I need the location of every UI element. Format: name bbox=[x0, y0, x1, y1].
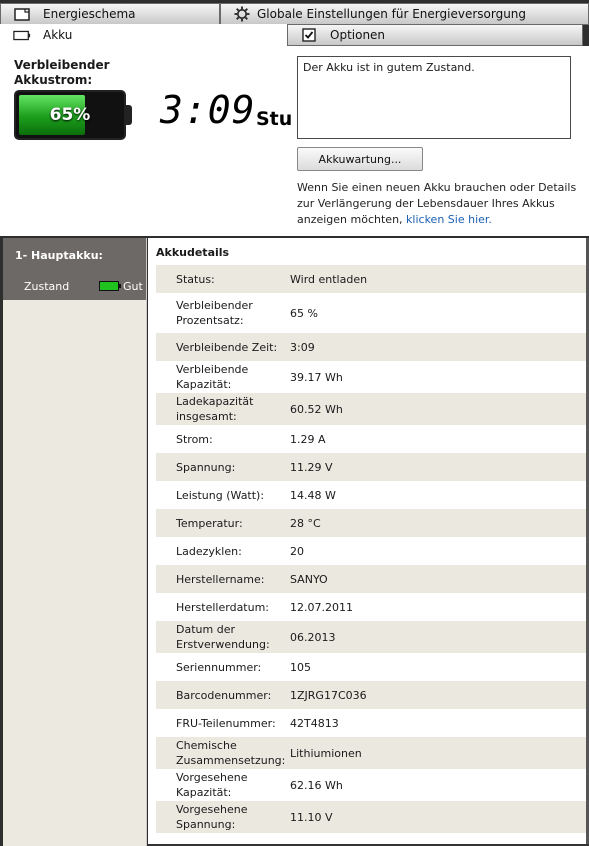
remaining-label: Verbleibender Akkustrom: bbox=[14, 58, 110, 87]
checkbox-icon bbox=[300, 28, 318, 42]
details-row-key: Chemische Zusammensetzung: bbox=[156, 737, 290, 769]
tab-global-settings[interactable] bbox=[220, 3, 589, 25]
tab-energieschema-label: Energieschema bbox=[43, 7, 136, 21]
sidebar-battery-title[interactable]: 1- Hauptakku: bbox=[3, 238, 146, 272]
battery-gauge-tip bbox=[125, 105, 132, 125]
gear-icon bbox=[233, 7, 251, 21]
status-message-box: Der Akku ist in gutem Zustand. bbox=[297, 56, 571, 139]
remaining-time-unit: Stu bbox=[256, 108, 293, 130]
details-row bbox=[156, 481, 586, 509]
details-row-key: Spannung: bbox=[156, 453, 290, 481]
details-row-key: Strom: bbox=[176, 432, 213, 446]
details-row-value: 11.29 V bbox=[290, 453, 586, 481]
details-row-key: Status: bbox=[156, 265, 290, 293]
details-row-value: 105 bbox=[290, 660, 311, 674]
battery-overview-panel bbox=[0, 46, 589, 236]
details-row-value: 39.17 Wh bbox=[290, 370, 343, 384]
details-row-value: 12.07.2011 bbox=[290, 600, 353, 614]
sub-tab-row bbox=[0, 24, 589, 46]
details-row-value: 3:09 bbox=[290, 333, 586, 361]
details-table bbox=[156, 265, 586, 833]
details-row-value: 11.10 V bbox=[290, 801, 586, 833]
details-row bbox=[156, 509, 586, 537]
details-row-key: Verbleibende Zeit: bbox=[156, 333, 290, 361]
details-row-value: 42T4813 bbox=[290, 716, 339, 730]
details-row-value: 20 bbox=[290, 544, 304, 558]
battery-icon bbox=[13, 28, 31, 42]
details-row-value: 62.16 Wh bbox=[290, 778, 343, 792]
details-title: Akkudetails bbox=[156, 246, 230, 259]
document-icon bbox=[13, 7, 31, 21]
tab-akku-label: Akku bbox=[43, 28, 73, 42]
details-row-value: 1ZJRG17C036 bbox=[290, 681, 586, 709]
details-row bbox=[156, 393, 586, 425]
details-row-value: 14.48 W bbox=[290, 488, 336, 502]
details-row bbox=[156, 361, 586, 393]
sidebar-state-label: Zustand bbox=[24, 279, 70, 293]
details-row-key: Verbleibender Prozentsatz: bbox=[176, 299, 253, 327]
details-row-value: 06.2013 bbox=[290, 621, 586, 653]
sidebar-state-text: Gut bbox=[123, 279, 143, 293]
details-row bbox=[156, 293, 586, 333]
details-row-key: Ladekapazität insgesamt: bbox=[156, 393, 290, 425]
tab-global-settings-label: Globale Einstellungen für Energieversorgung bbox=[257, 7, 527, 21]
details-row bbox=[156, 681, 586, 709]
details-row bbox=[156, 333, 586, 361]
details-row bbox=[156, 453, 586, 481]
details-row-value: 65 % bbox=[290, 306, 318, 320]
details-row bbox=[156, 593, 586, 621]
tab-optionen-label: Optionen bbox=[330, 28, 386, 42]
details-row bbox=[156, 653, 586, 681]
details-row bbox=[156, 265, 586, 293]
details-row-key: Herstellername: bbox=[156, 565, 290, 593]
tab-energieschema[interactable] bbox=[0, 3, 220, 25]
battery-percent-text: 65% bbox=[49, 105, 91, 125]
sidebar-state-value bbox=[99, 280, 143, 293]
details-row bbox=[156, 537, 586, 565]
details-row-key: Vorgesehene Kapazität: bbox=[176, 771, 248, 799]
details-row-key: Vorgesehene Spannung: bbox=[156, 801, 290, 833]
details-row-value: 60.52 Wh bbox=[290, 393, 586, 425]
details-row bbox=[156, 565, 586, 593]
details-row bbox=[156, 769, 586, 801]
details-row-key: Datum der Erstverwendung: bbox=[156, 621, 290, 653]
remaining-time: 3:09 bbox=[160, 88, 256, 132]
details-row-key: Temperatur: bbox=[156, 509, 290, 537]
help-text bbox=[297, 180, 577, 228]
details-row bbox=[156, 709, 586, 737]
details-row-value: 28 °C bbox=[290, 509, 586, 537]
details-row-key: Ladezyklen: bbox=[176, 544, 242, 558]
help-text-body: Wenn Sie einen neuen Akku brauchen oder Details zur Verlängerung der Lebensdauer Ihres Akkus anzeigen möchten, bbox=[297, 181, 577, 226]
battery-sidebar bbox=[3, 238, 147, 846]
sidebar-state-row bbox=[3, 272, 146, 300]
details-row-key: FRU-Teilenummer: bbox=[176, 716, 276, 730]
details-row-value: Wird entladen bbox=[290, 265, 586, 293]
details-row bbox=[156, 801, 586, 833]
details-row bbox=[156, 425, 586, 453]
main-tab-row bbox=[0, 3, 589, 25]
details-row bbox=[156, 621, 586, 653]
details-row-value: SANYO bbox=[290, 565, 586, 593]
battery-maintenance-button[interactable]: Akkuwartung... bbox=[297, 147, 423, 171]
help-link[interactable]: klicken Sie hier. bbox=[406, 213, 492, 226]
details-row-key: Verbleibende Kapazität: bbox=[176, 363, 249, 391]
battery-gauge bbox=[14, 90, 132, 140]
battery-details-panel bbox=[148, 238, 586, 846]
battery-status-icon bbox=[99, 281, 119, 291]
details-row-key: Leistung (Watt): bbox=[176, 488, 265, 502]
details-row-key: Barcodenummer: bbox=[156, 681, 290, 709]
details-row bbox=[156, 737, 586, 769]
tab-optionen[interactable] bbox=[287, 24, 583, 46]
details-row-key: Herstellerdatum: bbox=[176, 600, 270, 614]
details-row-value: Lithiumionen bbox=[290, 737, 586, 769]
details-row-key: Seriennummer: bbox=[176, 660, 262, 674]
tab-akku[interactable] bbox=[0, 24, 287, 46]
details-row-value: 1.29 A bbox=[290, 432, 326, 446]
